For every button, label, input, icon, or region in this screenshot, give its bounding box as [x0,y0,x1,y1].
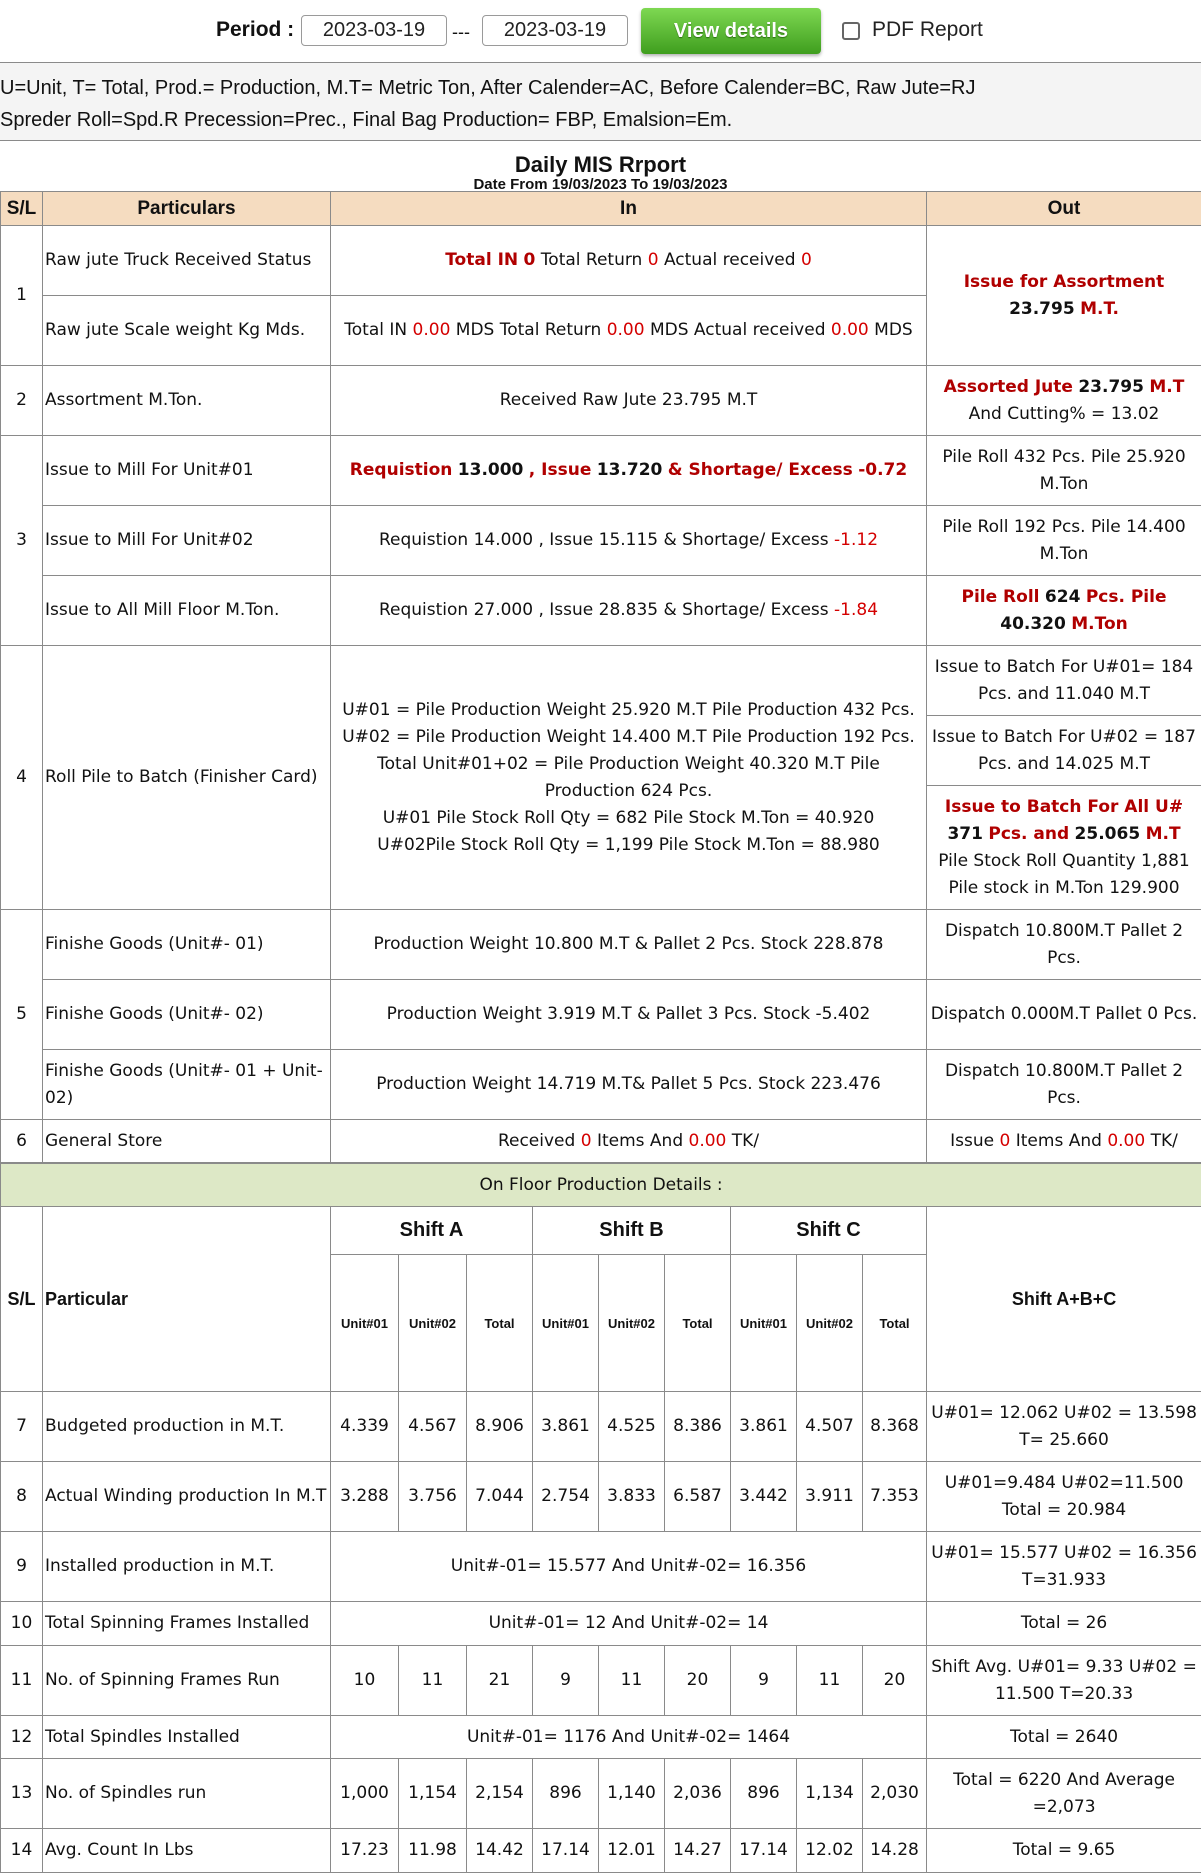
row-in: Received 0 Items And 0.00 TK/ [331,1120,927,1163]
cell-value: 11 [399,1646,467,1716]
cell-value: 2.754 [533,1462,599,1532]
cell-value: 1,140 [599,1759,665,1829]
row-particular: Raw jute Truck Received Status [43,226,331,296]
table-row [1,436,1201,506]
row-out: Issue to Batch For All U# 371 Pcs. and 25.065 M.T Pile Stock Roll Quantity 1,881 Pile stock in M.Ton 129.900 [927,786,1201,910]
row-sl: 12 [1,1716,43,1759]
row-sl: 10 [1,1602,43,1646]
cell-value: 10 [331,1646,399,1716]
cell-value: 7.353 [863,1462,927,1532]
col-unit02: Unit#02 [399,1255,467,1392]
report-heading [0,141,1201,191]
col-unit02: Unit#02 [599,1255,665,1392]
col-unit02: Unit#02 [797,1255,863,1392]
row-particular: Avg. Count In Lbs [43,1829,331,1873]
cell-value: 1,154 [399,1759,467,1829]
row-particular: Finishe Goods (Unit#- 01 + Unit- 02) [43,1050,331,1120]
col-shift-total: Shift A+B+C [927,1207,1201,1392]
row-sl: 6 [1,1120,43,1163]
row-particular: Assortment M.Ton. [43,366,331,436]
row-out: Assorted Jute 23.795 M.T And Cutting% = 13.02 [927,366,1201,436]
cell-value: 8.906 [467,1392,533,1462]
row-sl: 9 [1,1532,43,1602]
row-particular: Raw jute Scale weight Kg Mds. [43,296,331,366]
table-row [1,1462,1201,1532]
cell-value: 20 [665,1646,731,1716]
col-unit-total: Total [863,1255,927,1392]
col-unit-total: Total [665,1255,731,1392]
cell-value: 896 [533,1759,599,1829]
period-label: Period : [216,18,294,42]
row-in: Production Weight 10.800 M.T & Pallet 2 Pcs. Stock 228.878 [331,910,927,980]
table-row [1,576,1201,646]
row-particular: Installed production in M.T. [43,1532,331,1602]
row-total: U#01= 15.577 U#02 = 16.356 T=31.933 [927,1532,1201,1602]
cell-value: 14.28 [863,1829,927,1873]
mis-table [0,191,1201,1163]
row-sl: 2 [1,366,43,436]
row-total: Total = 2640 [927,1716,1201,1759]
row-in: Requistion 27.000 , Issue 28.835 & Shortage/ Excess -1.84 [331,576,927,646]
cell-value: 3.442 [731,1462,797,1532]
legend-line-1: U=Unit, T= Total, Prod.= Production, M.T= Metric Ton, After Calender=AC, Before Calender=BC, Raw Jute=RJ [0,72,1201,104]
report-date-range: Date From 19/03/2023 To 19/03/2023 [0,177,1201,193]
col-unit01: Unit#01 [731,1255,797,1392]
row-particular: No. of Spinning Frames Run [43,1646,331,1716]
row-out: Pile Roll 432 Pcs. Pile 25.920 M.Ton [927,436,1201,506]
row-total: U#01=9.484 U#02=11.500 Total = 20.984 [927,1462,1201,1532]
col-unit01: Unit#01 [533,1255,599,1392]
cell-value: 12.02 [797,1829,863,1873]
cell-value: 8.368 [863,1392,927,1462]
col-shift-c: Shift C [731,1207,927,1255]
row-particular: No. of Spindles run [43,1759,331,1829]
row-particular: Issue to Mill For Unit#02 [43,506,331,576]
mis-header-row [1,192,1201,226]
row-sl: 4 [1,646,43,910]
row-particular: Actual Winding production In M.T [43,1462,331,1532]
table-row [1,980,1201,1050]
cell-value: 6.587 [665,1462,731,1532]
row-sl: 1 [1,226,43,366]
pdf-report-label[interactable]: PDF Report [872,18,983,42]
col-shift-a: Shift A [331,1207,533,1255]
row-out: Pile Roll 192 Pcs. Pile 14.400 M.Ton [927,506,1201,576]
cell-value: 2,154 [467,1759,533,1829]
row-total: Shift Avg. U#01= 9.33 U#02 = 11.500 T=20.33 [927,1646,1201,1716]
col-sl: S/L [1,192,43,226]
row-sl: 5 [1,910,43,1120]
row-in: Total IN 0.00 MDS Total Return 0.00 MDS Actual received 0.00 MDS [331,296,927,366]
section-title: On Floor Production Details : [1,1164,1201,1207]
cell-value: 14.42 [467,1829,533,1873]
table-row [1,1716,1201,1759]
cell-value: 2,036 [665,1759,731,1829]
table-row [1,1829,1201,1873]
row-particular: Total Spinning Frames Installed [43,1602,331,1646]
row-total: U#01= 12.062 U#02 = 13.598 T= 25.660 [927,1392,1201,1462]
cell-value: 3.861 [533,1392,599,1462]
row-sl: 8 [1,1462,43,1532]
row-particular: Finishe Goods (Unit#- 02) [43,980,331,1050]
abbreviation-legend [0,62,1201,141]
row-sl: 11 [1,1646,43,1716]
date-to-input[interactable]: 2023-03-19 [482,15,628,46]
table-row [1,1050,1201,1120]
table-row [1,1759,1201,1829]
pdf-report-checkbox[interactable] [842,22,860,40]
cell-value: 8.386 [665,1392,731,1462]
cell-value: 2,030 [863,1759,927,1829]
section-header-row [1,1164,1201,1207]
row-total: Total = 6220 And Average =2,073 [927,1759,1201,1829]
row-out: Issue to Batch For U#01= 184 Pcs. and 11.040 M.T [927,646,1201,716]
table-row [1,1532,1201,1602]
row-total: Total = 26 [927,1602,1201,1646]
filter-bar [0,0,1201,62]
row-particular: Issue to All Mill Floor M.Ton. [43,576,331,646]
col-in: In [331,192,927,226]
cell-value: 9 [533,1646,599,1716]
cell-value: 11 [599,1646,665,1716]
row-out: Dispatch 10.800M.T Pallet 2 Pcs. [927,1050,1201,1120]
col-particular: Particular [43,1207,331,1392]
floor-production-table [0,1163,1201,1873]
cell-value: 11 [797,1646,863,1716]
row-sl: 7 [1,1392,43,1462]
row-particular: Budgeted production in M.T. [43,1392,331,1462]
cell-value: 9 [731,1646,797,1716]
table-row [1,366,1201,436]
row-sl: 3 [1,436,43,646]
cell-value: 11.98 [399,1829,467,1873]
row-in: Production Weight 14.719 M.T& Pallet 5 Pcs. Stock 223.476 [331,1050,927,1120]
cell-value: 17.14 [731,1829,797,1873]
row-out: Dispatch 0.000M.T Pallet 0 Pcs. [927,980,1201,1050]
col-sl: S/L [1,1207,43,1392]
cell-value: 1,000 [331,1759,399,1829]
row-in: Production Weight 3.919 M.T & Pallet 3 Pcs. Stock -5.402 [331,980,927,1050]
cell-value: 896 [731,1759,797,1829]
row-in: U#01 = Pile Production Weight 25.920 M.T Pile Production 432 Pcs. U#02 = Pile Production Weight 14.400 M.T Pile Production 192 Pcs. Total Unit#01+02 = Pile Production Weight 40.320 M.T Pile Production 624 Pcs. U#01 Pile Stock Roll Qty = 682 Pile Stock M.Ton = 40.920 U#02Pile Stock Roll Qty = 1,199 Pile Stock M.Ton = 88.980 [331,646,927,910]
col-shift-b: Shift B [533,1207,731,1255]
cell-value: 14.27 [665,1829,731,1873]
cell-value: 4.525 [599,1392,665,1462]
cell-value: 3.833 [599,1462,665,1532]
row-in: Received Raw Jute 23.795 M.T [331,366,927,436]
date-separator: --- [452,22,470,43]
cell-value: 12.01 [599,1829,665,1873]
row-total: Total = 9.65 [927,1829,1201,1873]
table-row [1,910,1201,980]
cell-value: 1,134 [797,1759,863,1829]
cell-merged: Unit#-01= 1176 And Unit#-02= 1464 [331,1716,927,1759]
row-particular: Total Spindles Installed [43,1716,331,1759]
row-out: Pile Roll 624 Pcs. Pile 40.320 M.Ton [927,576,1201,646]
date-from-input[interactable]: 2023-03-19 [301,15,447,46]
row-in: Requistion 14.000 , Issue 15.115 & Shortage/ Excess -1.12 [331,506,927,576]
col-unit-total: Total [467,1255,533,1392]
cell-value: 7.044 [467,1462,533,1532]
row-sl: 13 [1,1759,43,1829]
report-title: Daily MIS Rrport [0,141,1201,177]
col-out: Out [927,192,1201,226]
table-row [1,1120,1201,1163]
cell-value: 3.911 [797,1462,863,1532]
row-out: Issue to Batch For U#02 = 187 Pcs. and 14.025 M.T [927,716,1201,786]
cell-value: 3.756 [399,1462,467,1532]
col-particulars: Particulars [43,192,331,226]
col-unit01: Unit#01 [331,1255,399,1392]
cell-value: 17.23 [331,1829,399,1873]
cell-value: 4.507 [797,1392,863,1462]
row-in: Requistion 13.000 , Issue 13.720 & Shortage/ Excess -0.72 [331,436,927,506]
legend-line-2: Spreder Roll=Spd.R Precession=Prec., Final Bag Production= FBP, Emalsion=Em. [0,104,1201,136]
row-sl: 14 [1,1829,43,1873]
table-row [1,506,1201,576]
row-particular: General Store [43,1120,331,1163]
cell-value: 20 [863,1646,927,1716]
floor-header-row [1,1207,1201,1255]
table-row [1,646,1201,716]
cell-value: 17.14 [533,1829,599,1873]
table-row [1,1646,1201,1716]
table-row [1,226,1201,296]
view-details-button[interactable]: View details [641,8,821,54]
cell-value: 4.567 [399,1392,467,1462]
row-out: Issue 0 Items And 0.00 TK/ [927,1120,1201,1163]
cell-value: 3.288 [331,1462,399,1532]
table-row [1,1392,1201,1462]
row-particular: Issue to Mill For Unit#01 [43,436,331,506]
row-out: Issue for Assortment 23.795 M.T. [927,226,1201,366]
row-out: Dispatch 10.800M.T Pallet 2 Pcs. [927,910,1201,980]
cell-value: 3.861 [731,1392,797,1462]
cell-value: 4.339 [331,1392,399,1462]
cell-merged: Unit#-01= 15.577 And Unit#-02= 16.356 [331,1532,927,1602]
table-row [1,1602,1201,1646]
row-particular: Finishe Goods (Unit#- 01) [43,910,331,980]
cell-value: 21 [467,1646,533,1716]
row-in: Total IN 0 Total Return 0 Actual received 0 [331,226,927,296]
row-particular: Roll Pile to Batch (Finisher Card) [43,646,331,910]
cell-merged: Unit#-01= 12 And Unit#-02= 14 [331,1602,927,1646]
